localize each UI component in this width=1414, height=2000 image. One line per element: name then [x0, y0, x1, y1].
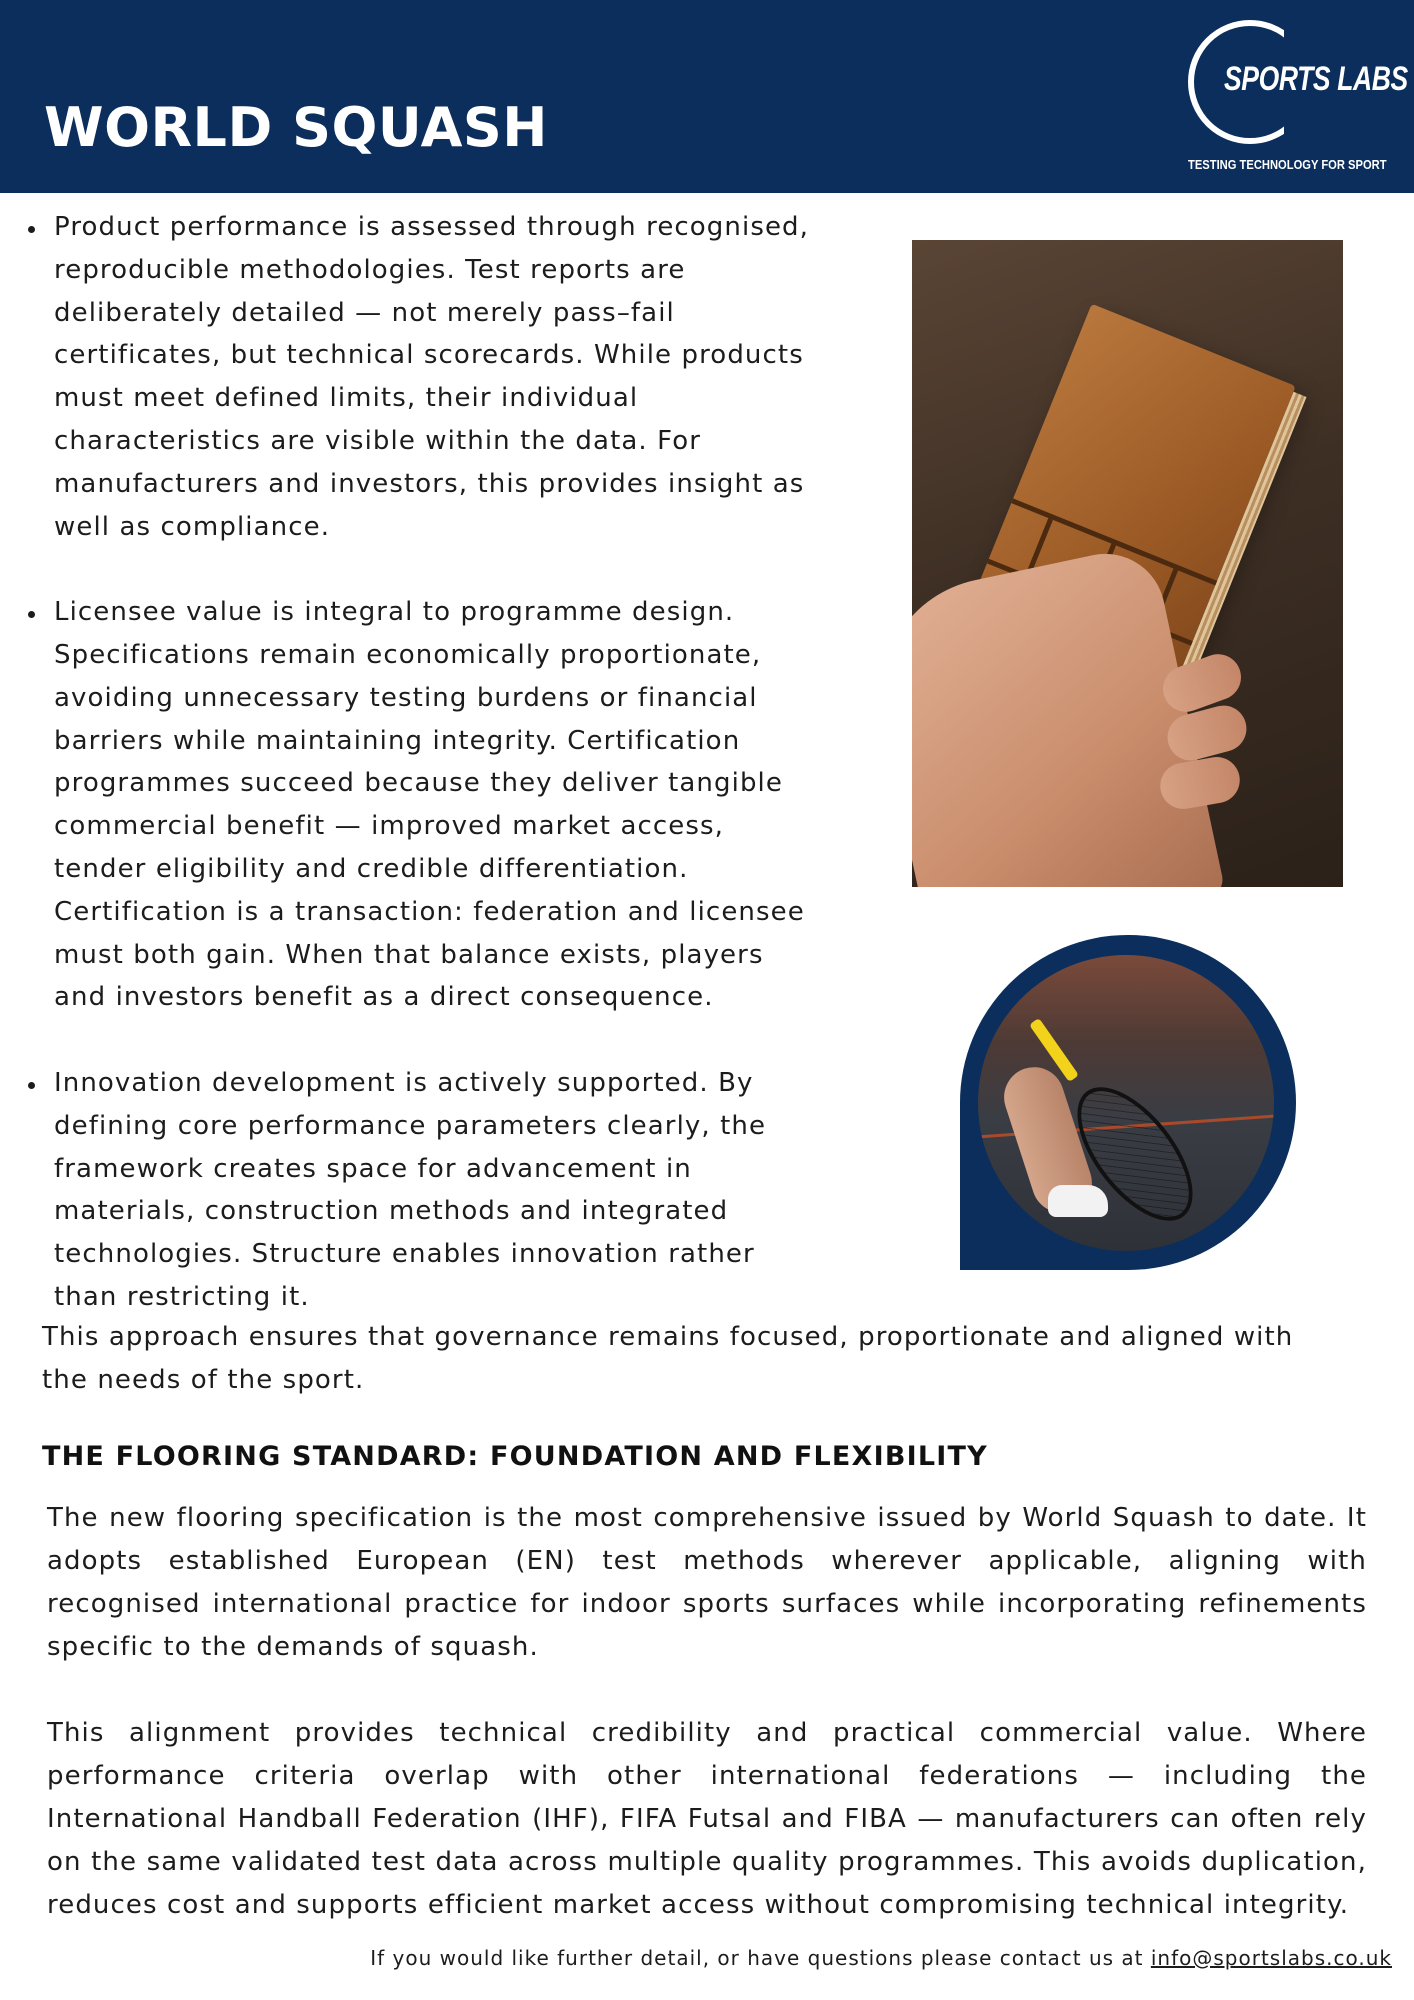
bullet-dot-icon: [28, 226, 35, 233]
wood-floor-sample-photo: [912, 240, 1343, 887]
bullet-text: Innovation development is actively supported. By defining core performance parameters clearly, the framework creates space for advancement in materials, construction methods and integrated technologies. Structure enables innovation rather than restricting it.: [54, 1067, 767, 1312]
page-header: [0, 0, 1414, 193]
section-heading: THE FLOORING STANDARD: FOUNDATION AND FLEXIBILITY: [42, 1441, 988, 1472]
section-paragraph: The new flooring specification is the most comprehensive issued by World Squash to date. It adopts established European (EN) test methods wherever applicable, aligning with recognised international practice for indoor sports surfaces while incorporating refinements specific to the demands of squash.: [47, 1503, 1367, 1662]
bullet-list: [22, 206, 822, 1362]
squash-player-photo: [960, 935, 1296, 1270]
page-title: WORLD SQUASH: [44, 96, 548, 159]
bullet-item: [22, 1062, 822, 1319]
bullet-item: [22, 206, 822, 548]
approach-paragraph: This approach ensures that governance remains focused, proportionate and aligned with the needs of the sport.: [42, 1322, 1294, 1395]
bullet-dot-icon: [28, 1082, 35, 1089]
email-link[interactable]: info@sportslabs.co.uk: [1150, 1946, 1392, 1970]
bullet-item: [22, 591, 822, 1019]
logo-name: SPORTS LABS: [1224, 60, 1408, 98]
footer-contact: [370, 1946, 1392, 1970]
bullet-text: Licensee value is integral to programme design. Specifications remain economically proportionate, avoiding unnecessary testing burdens or financial barriers while maintaining integrity. Certification programmes succeed because they deliver tangible commercial benefit — improved market access, tender eligibility and credible differentiation. Certification is a transaction: federation and licensee must both gain. When that balance exists, players and investors benefit as a direct consequence.: [54, 597, 805, 1013]
section-paragraph: This alignment provides technical credibility and practical commercial value. Where performance criteria overlap with other international federations — including the International Handball Federation (IHF), FIFA Futsal and FIBA — manufacturers can often rely on the same validated test data across multiple quality programmes. This avoids duplication, reduces cost and supports efficient market access without compromising technical integrity.: [47, 1718, 1367, 1920]
footer-text: If you would like further detail, or have questions please contact us at: [370, 1946, 1151, 1970]
logo-tagline: TESTING TECHNOLOGY FOR SPORT: [1188, 157, 1387, 172]
bullet-text: Product performance is assessed through recognised, reproducible methodologies. Test reports are deliberately detailed — not merely pass–fail certificates, but technical scorecards. While products must meet defined limits, their individual characteristics are visible within the data. For manufacturers and investors, this provides insight as well as compliance.: [54, 212, 810, 542]
bullet-dot-icon: [28, 611, 35, 618]
sports-labs-logo: [1188, 20, 1408, 180]
